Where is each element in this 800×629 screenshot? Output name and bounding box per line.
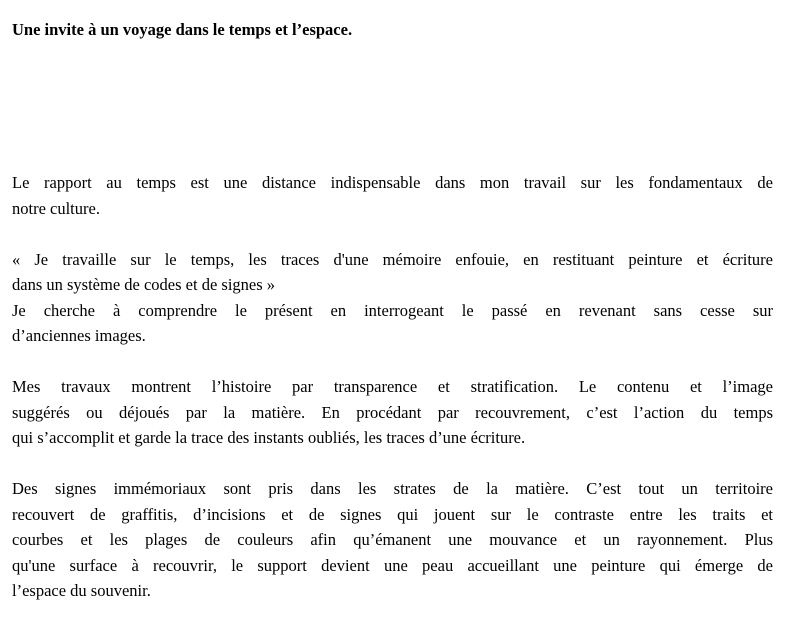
paragraph-3 <box>12 374 773 451</box>
paragraph-line: qu'une surface à recouvrir, le support devient une peau accueillant une peinture qui émerge de <box>12 555 773 575</box>
paragraph-line: Des signes immémoriaux sont pris dans les strates de la matière. C’est tout un territoire <box>12 479 773 498</box>
paragraph-line: « Je travaille sur le temps, les traces d'une mémoire enfouie, en restituant peinture et écriture <box>12 249 773 269</box>
paragraph-line: suggérés ou déjoués par la matière. En procédant par recouvrement, c’est l’action du temps <box>12 402 773 422</box>
paragraph-line: l’espace du souvenir. <box>12 581 151 600</box>
paragraph-4 <box>12 476 773 604</box>
paragraph-line: recouvert de graffitis, d’incisions et de signes qui jouent sur le contraste entre les traits et <box>12 504 773 524</box>
paragraph-line: d’anciennes images. <box>12 326 146 345</box>
paragraph-line: Je cherche à comprendre le présent en interrogeant le passé en revenant sans cesse sur <box>12 300 773 320</box>
paragraph-line: Mes travaux montrent l’histoire par transparence et stratification. Le contenu et l’image <box>12 377 773 396</box>
paragraph-line: dans un système de codes et de signes » <box>12 275 276 294</box>
paragraph-line: qui s’accomplit et garde la trace des instants oubliés, les traces d’une écriture. <box>12 428 526 447</box>
paragraph-2 <box>12 247 773 349</box>
paragraph-line: Le rapport au temps est une distance indispensable dans mon travail sur les fondamentaux de <box>12 173 773 192</box>
paragraph-1 <box>12 170 773 221</box>
document-body <box>12 170 773 629</box>
paragraph-line: notre culture. <box>12 198 100 218</box>
document-title: Une invite à un voyage dans le temps et l’espace. <box>12 20 353 39</box>
paragraph-line: courbes et les plages de couleurs afin qu’émanent une mouvance et un rayonnement. Plus <box>12 530 773 549</box>
